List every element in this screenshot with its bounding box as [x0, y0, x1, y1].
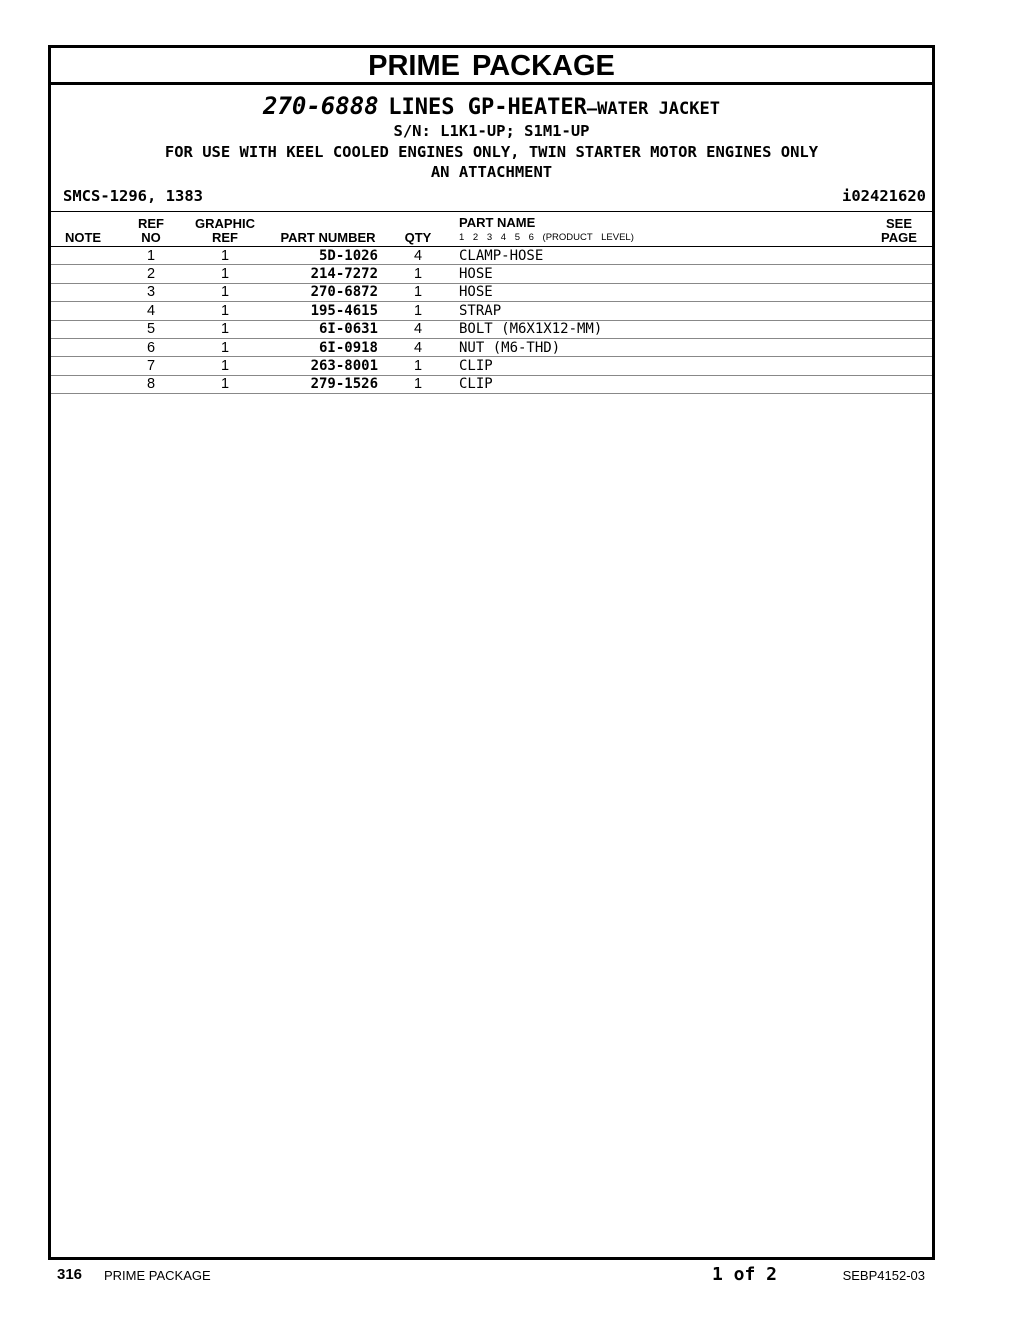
col-ref-no-bottom: NO	[141, 230, 161, 245]
col-ref-no-top: REF	[138, 216, 164, 231]
usage-note: FOR USE WITH KEEL COOLED ENGINES ONLY, TWIN STARTER MOTOR ENGINES ONLY	[164, 143, 819, 161]
part-name-cell: HOSE	[459, 284, 493, 301]
ref-no-cell: 2	[146, 265, 156, 282]
part-number-cell: 6I-0631	[318, 321, 378, 338]
part-number-cell: 263-8001	[310, 357, 378, 374]
ref-no-cell: 4	[146, 302, 156, 319]
graphic-ref-cell: 1	[220, 321, 230, 338]
qty-cell: 4	[413, 339, 423, 356]
col-see-page-bottom: PAGE	[881, 230, 917, 245]
part-name-cell: STRAP	[459, 302, 502, 319]
page-frame	[48, 45, 935, 1260]
col-note: NOTE	[64, 230, 102, 245]
part-number-cell: 5D-1026	[318, 247, 378, 264]
illustration-ref: i02421620	[842, 187, 926, 205]
header-top-rule	[51, 211, 932, 212]
part-name-cell: NUT (M6-THD)	[459, 339, 561, 356]
part-name-cell: CLIP	[459, 357, 493, 374]
smcs-code: SMCS-1296, 1383	[63, 187, 203, 205]
graphic-ref-cell: 1	[220, 339, 230, 356]
qty-cell: 1	[413, 284, 423, 301]
graphic-ref-cell: 1	[220, 247, 230, 264]
group-heading	[51, 92, 932, 120]
graphic-ref-cell: 1	[220, 302, 230, 319]
product-levels: 1 2 3 4 5 6 (PRODUCT LEVEL)	[459, 232, 634, 243]
part-number-cell: 214-7272	[310, 265, 378, 282]
part-number-cell: 270-6872	[310, 284, 378, 301]
row-divider	[51, 393, 932, 394]
footer-sheet: 1 of 2	[712, 1264, 778, 1285]
col-graphic-ref-bottom: REF	[212, 230, 238, 245]
footer-document: SEBP4152-03	[842, 1268, 925, 1283]
attachment-note: AN ATTACHMENT	[430, 163, 553, 181]
part-number-cell: 195-4615	[310, 302, 378, 319]
group-subname: —WATER JACKET	[586, 99, 720, 119]
part-name-cell: CLIP	[459, 376, 493, 393]
ref-no-cell: 5	[146, 321, 156, 338]
part-number-cell: 279-1526	[310, 376, 378, 393]
col-part-number: PART NUMBER	[280, 230, 376, 245]
qty-cell: 1	[413, 357, 423, 374]
section-band-title: PRIME PACKAGE	[51, 48, 932, 85]
footer-section: PRIME PACKAGE	[104, 1268, 211, 1283]
ref-no-cell: 3	[146, 284, 156, 301]
group-part-number: 270-6888	[263, 92, 379, 120]
qty-cell: 1	[413, 265, 423, 282]
col-qty: QTY	[404, 230, 432, 245]
group-name: LINES GP-HEATER	[388, 95, 587, 120]
qty-cell: 1	[413, 302, 423, 319]
qty-cell: 4	[413, 247, 423, 264]
part-name-cell: BOLT (M6X1X12-MM)	[459, 321, 603, 338]
col-see-page-top: SEE	[885, 216, 912, 231]
ref-no-cell: 6	[146, 339, 156, 356]
qty-cell: 4	[413, 321, 423, 338]
footer-page-number: 316	[57, 1266, 83, 1283]
part-name-cell: HOSE	[459, 265, 493, 282]
serial-numbers: S/N: L1K1-UP; S1M1-UP	[393, 122, 590, 140]
qty-cell: 1	[413, 376, 423, 393]
part-number-cell: 6I-0918	[318, 339, 378, 356]
graphic-ref-cell: 1	[220, 376, 230, 393]
ref-no-cell: 8	[146, 376, 156, 393]
graphic-ref-cell: 1	[220, 357, 230, 374]
ref-no-cell: 1	[146, 247, 156, 264]
graphic-ref-cell: 1	[220, 265, 230, 282]
part-name-cell: CLAMP-HOSE	[459, 247, 544, 264]
col-part-name: PART NAME	[459, 215, 536, 230]
col-graphic-ref-top: GRAPHIC	[195, 216, 255, 231]
graphic-ref-cell: 1	[220, 284, 230, 301]
ref-no-cell: 7	[146, 357, 156, 374]
